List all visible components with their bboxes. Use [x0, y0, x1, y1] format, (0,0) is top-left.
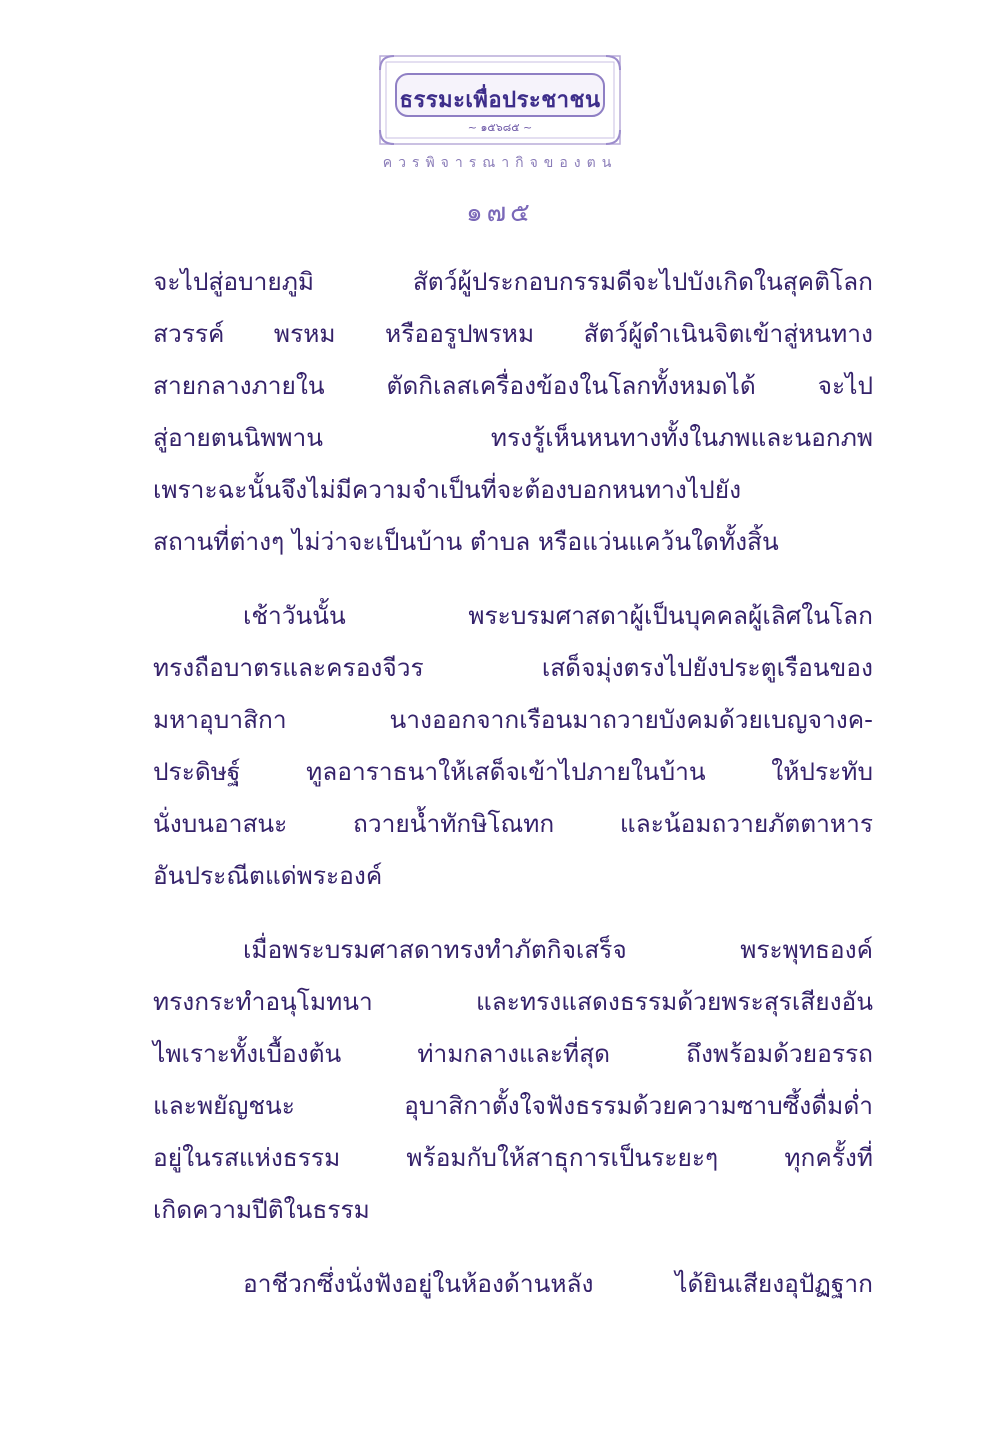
text-line: สายกลางภายใน ตัดกิเลสเครื่องข้องในโลกทั้งหมดได้ จะไป — [153, 371, 873, 400]
text-line: อยู่ในรสแห่งธรรม พร้อมกับให้สาธุการเป็นระยะๆ ทุกครั้งที่ — [153, 1143, 873, 1172]
page-number: ๑๗๕ — [466, 198, 534, 228]
paragraph — [153, 1258, 873, 1310]
text-line: สถานที่ต่างๆ ไม่ว่าจะเป็นบ้าน ตำบล หรือแว่นแคว้นใดทั้งสิ้น — [153, 527, 779, 556]
logo-title: ธรรมะเพื่อประชาชน — [399, 88, 601, 113]
paragraph — [153, 256, 873, 568]
text-line: นั่งบนอาสนะ ถวายน้ำทักษิโณทก และน้อมถวายภัตตาหาร — [153, 809, 873, 838]
text-line: สู่อายตนนิพพาน ทรงรู้เห็นหนทางทั้งในภพและนอกภพ — [153, 423, 873, 452]
paragraph — [153, 924, 873, 1236]
text-line: เมื่อพระบรมศาสดาทรงทำภัตกิจเสร็จ พระพุทธองค์ — [243, 935, 873, 964]
text-line: เกิดความปีติในธรรม — [153, 1195, 370, 1224]
body-text — [153, 256, 873, 1310]
text-line: ประดิษฐ์ ทูลอาราธนาให้เสด็จเข้าไปภายในบ้าน ให้ประทับ — [153, 757, 873, 786]
text-line: อาชีวกซึ่งนั่งฟังอยู่ในห้องด้านหลัง ได้ยินเสียงอุปัฏฐาก — [243, 1269, 873, 1298]
paragraph — [153, 590, 873, 902]
text-line: ทรงกระทำอนุโมทนา และทรงแสดงธรรมด้วยพระสุรเสียงอัน — [153, 987, 873, 1016]
text-line: ไพเราะทั้งเบื้องต้น ท่ามกลางและที่สุด ถึงพร้อมด้วยอรรถ — [153, 1039, 873, 1068]
text-line: เพราะฉะนั้นจึงไม่มีความจำเป็นที่จะต้องบอกหนทางไปยัง — [153, 475, 742, 504]
page-subtitle: ควรพิจารณากิจของตน — [382, 155, 618, 171]
text-line: เช้าวันนั้น พระบรมศาสดาผู้เป็นบุคคลผู้เลิศในโลก — [243, 601, 873, 630]
text-line: จะไปสู่อบายภูมิ สัตว์ผู้ประกอบกรรมดีจะไปบังเกิดในสุคติโลก — [153, 267, 873, 296]
text-line: อันประณีตแด่พระองค์ — [153, 861, 383, 890]
page-header — [0, 52, 1000, 233]
dhamma-logo — [376, 52, 624, 148]
text-line: และพยัญชนะ อุบาสิกาตั้งใจฟังธรรมด้วยความซาบซึ้งดื่มด่ำ — [153, 1091, 873, 1120]
text-line: ทรงถือบาตรและครองจีวร เสด็จมุ่งตรงไปยังประตูเรือนของ — [153, 653, 873, 682]
logo-subtext: ~ ๑๕๖๘๕ ~ — [467, 121, 533, 134]
text-line: มหาอุบาสิกา นางออกจากเรือนมาถวายบังคมด้วยเบญจางค- — [153, 705, 873, 734]
text-line: สวรรค์ พรหม หรืออรูปพรหม สัตว์ผู้ดำเนินจิตเข้าสู่หนทาง — [153, 319, 873, 348]
